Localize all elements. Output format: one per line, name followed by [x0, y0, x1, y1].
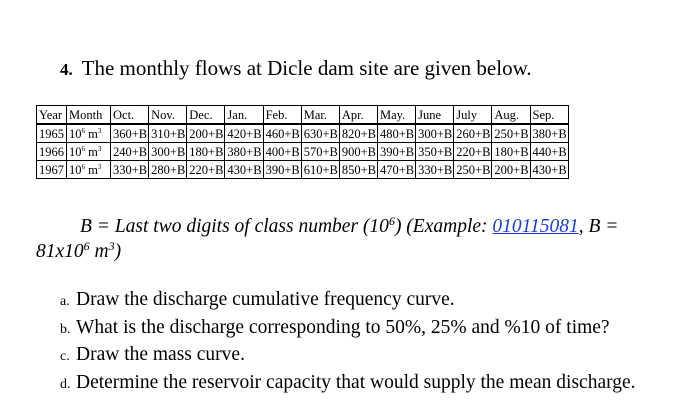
table-row: [37, 124, 569, 143]
task-marker: d.: [60, 376, 71, 392]
cell-value: 180+B: [492, 143, 530, 161]
header-year: Year: [37, 106, 67, 125]
cell-value: 180+B: [187, 143, 225, 161]
header-apr: Apr.: [339, 106, 377, 125]
cell-value: 430+B: [225, 161, 263, 179]
table-header-row: [37, 106, 569, 125]
cell-value: 280+B: [149, 161, 187, 179]
cell-value: 460+B: [263, 124, 301, 143]
header-aug: Aug.: [492, 106, 530, 125]
cell-value: 430+B: [530, 161, 568, 179]
cell-value: 330+B: [111, 161, 149, 179]
task-marker: a.: [60, 294, 70, 309]
cell-value: 300+B: [149, 143, 187, 161]
question-text: The monthly flows at Dicle dam site are given below.: [81, 56, 532, 80]
header-nov: Nov.: [149, 106, 187, 125]
monthly-flow-table: [36, 105, 569, 179]
cell-value: 480+B: [377, 124, 415, 143]
cell-value: 570+B: [301, 143, 339, 161]
cell-year: 1967: [37, 161, 67, 179]
task-item-d: [60, 370, 636, 398]
header-july: July: [454, 106, 492, 125]
cell-value: 400+B: [263, 143, 301, 161]
cell-unit: $10^6$ $m^3$: [67, 124, 111, 143]
cell-value: 380+B: [530, 124, 568, 143]
task-item-a: [60, 287, 636, 315]
cell-year: 1966: [37, 143, 67, 161]
cell-value: 390+B: [377, 143, 415, 161]
task-list: [60, 287, 636, 397]
header-may: May.: [377, 106, 415, 125]
task-marker: c.: [60, 349, 70, 364]
task-text: What is the discharge corresponding to 50%, 25% and %10 of time?: [76, 316, 610, 338]
cell-value: 330+B: [416, 161, 454, 179]
cell-value: 360+B: [111, 124, 149, 143]
task-marker: b.: [60, 321, 71, 337]
task-text: Determine the reservoir capacity that would supply the mean discharge.: [76, 371, 636, 393]
cell-value: 630+B: [301, 124, 339, 143]
cell-value: 220+B: [187, 161, 225, 179]
header-dec: Dec.: [187, 106, 225, 125]
cell-value: 380+B: [225, 143, 263, 161]
cell-value: 850+B: [339, 161, 377, 179]
header-mar: Mar.: [301, 106, 339, 125]
table-row: [37, 143, 569, 161]
cell-value: 200+B: [492, 161, 530, 179]
header-month: Month: [67, 106, 111, 125]
cell-value: 610+B: [301, 161, 339, 179]
header-oct: Oct.: [111, 106, 149, 125]
header-sep: Sep.: [530, 106, 568, 125]
cell-unit: $10^6$ $m^3$: [67, 161, 111, 179]
cell-value: 300+B: [416, 124, 454, 143]
cell-value: 250+B: [454, 161, 492, 179]
header-feb: Feb.: [263, 106, 301, 125]
cell-value: 220+B: [454, 143, 492, 161]
cell-value: 250+B: [492, 124, 530, 143]
cell-value: 310+B: [149, 124, 187, 143]
task-text: Draw the mass curve.: [76, 344, 245, 365]
task-item-c: [60, 342, 636, 370]
example-class-number-link[interactable]: 010115081: [492, 216, 579, 237]
cell-value: 240+B: [111, 143, 149, 161]
cell-value: 200+B: [187, 124, 225, 143]
cell-value: 440+B: [530, 143, 568, 161]
cell-value: 470+B: [377, 161, 415, 179]
header-jan: Jan.: [225, 106, 263, 125]
question-number: 4.: [60, 60, 73, 79]
cell-value: 350+B: [416, 143, 454, 161]
cell-value: 420+B: [225, 124, 263, 143]
table-row: [37, 161, 569, 179]
b-definition-text: B = Last two digits of class number $(10^6)$ (Example: 010115081, B = $81x10^6$ $m^3$): [36, 214, 619, 262]
cell-value: 390+B: [263, 161, 301, 179]
question-heading: [60, 56, 532, 81]
task-item-b: [60, 315, 636, 343]
cell-value: 900+B: [339, 143, 377, 161]
cell-unit: $10^6$ $m^3$: [67, 143, 111, 161]
cell-value: 820+B: [339, 124, 377, 143]
task-text: Draw the discharge cumulative frequency curve.: [76, 289, 455, 310]
cell-year: 1965: [37, 124, 67, 143]
cell-value: 260+B: [454, 124, 492, 143]
header-june: June: [416, 106, 454, 125]
